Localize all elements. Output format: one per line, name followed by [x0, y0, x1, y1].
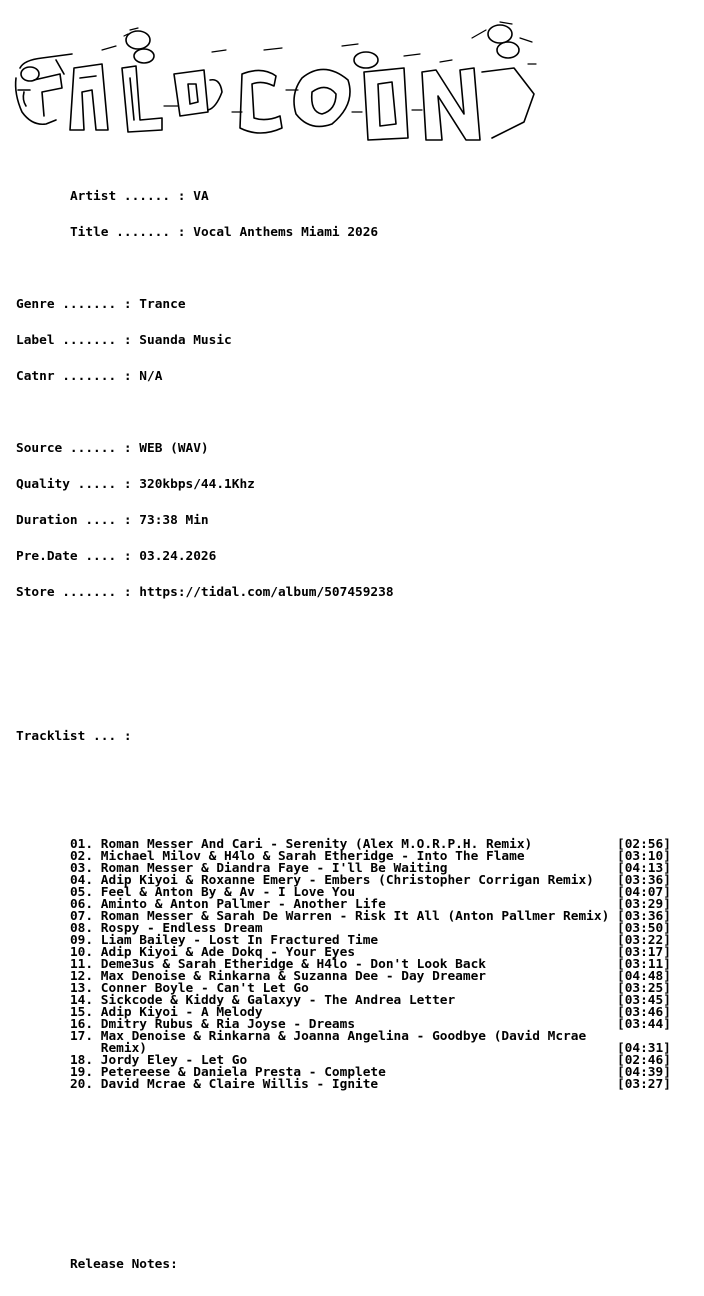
- track-number: 13.: [69, 981, 94, 996]
- tracklist: [16, 839, 671, 1091]
- title-line: [16, 227, 671, 239]
- nfo-text-block: [16, 167, 671, 1295]
- track-title: Dmitry Rubus & Ria Joyse - Dreams: [100, 1017, 356, 1032]
- track-number: 19.: [69, 1065, 94, 1080]
- logo-letter-7: [364, 68, 408, 140]
- store-line: [16, 587, 671, 599]
- catnr-value: N/A: [139, 369, 163, 384]
- track-title-continuation: Remix): [100, 1041, 147, 1056]
- blank-line: [16, 1187, 671, 1199]
- blank-line: [16, 263, 671, 275]
- logo-ticks: [102, 22, 536, 112]
- source-value: WEB (WAV): [139, 441, 209, 456]
- store-link[interactable]: https://tidal.com/album/507459238: [139, 585, 394, 600]
- track-number: 01.: [69, 837, 94, 852]
- tracklist-heading-text: Tracklist ... :: [16, 729, 132, 744]
- track-duration: [03:44]: [616, 1017, 671, 1032]
- blank-line: [16, 1115, 671, 1127]
- track-title: Feel & Anton By & Av - I Love You: [100, 885, 356, 900]
- track-number: 03.: [69, 861, 94, 876]
- track-number: 05.: [69, 885, 94, 900]
- artist-label: Artist ...... :: [69, 189, 186, 204]
- track-duration: [03:50]: [616, 921, 671, 936]
- source-line: [16, 443, 671, 455]
- logo-letter-8: [422, 68, 534, 140]
- title-label: Title ....... :: [69, 225, 186, 240]
- track-title: Conner Boyle - Can't Let Go: [100, 981, 309, 996]
- title-value: Vocal Anthems Miami 2026: [193, 225, 379, 240]
- track-duration: [04:13]: [616, 861, 671, 876]
- logo-letter-4: [174, 70, 222, 116]
- blank-line: [16, 623, 671, 635]
- track-duration: [03:25]: [617, 981, 671, 996]
- track-title: Max Denoise & Rinkarna & Joanna Angelina - Goodbye (David Mcrae: [100, 1029, 587, 1044]
- source-label: Source ...... :: [16, 441, 132, 456]
- track-number: 11.: [69, 957, 94, 972]
- logo-letter-5: [240, 70, 282, 133]
- track-number: 04.: [69, 873, 94, 888]
- track-duration: [03:10]: [616, 849, 671, 864]
- ascii-art-logo: [12, 20, 542, 132]
- track-duration: [03:46]: [616, 1005, 671, 1020]
- label-line: [16, 335, 671, 347]
- blank-line: [16, 767, 671, 779]
- label-label: Label ....... :: [16, 333, 132, 348]
- track-number: 09.: [69, 933, 94, 948]
- track-row: [16, 1079, 671, 1091]
- track-title: Aminto & Anton Pallmer - Another Life: [100, 897, 386, 912]
- track-title: Max Denoise & Rinkarna & Suzanna Dee - Day Dreamer: [100, 969, 487, 984]
- track-duration: [03:36]: [617, 909, 671, 924]
- track-number: 10.: [69, 945, 94, 960]
- blank-line: [16, 1223, 671, 1235]
- track-title: David Mcrae & Claire Willis - Ignite: [100, 1077, 379, 1092]
- quality-label: Quality ..... :: [16, 477, 132, 492]
- logo-letter-3: [122, 66, 162, 132]
- logo-letter-2: [70, 64, 108, 130]
- track-number: 08.: [69, 921, 94, 936]
- track-title: Deme3us & Sarah Etheridge & H4lo - Don't Look Back: [100, 957, 487, 972]
- store-label: Store ....... :: [16, 585, 132, 600]
- duration-label: Duration .... :: [16, 513, 132, 528]
- track-title: Liam Bailey - Lost In Fractured Time: [100, 933, 379, 948]
- track-duration: [03:11]: [617, 957, 671, 972]
- track-number: 15.: [69, 1005, 94, 1020]
- track-duration: [03:45]: [616, 993, 671, 1008]
- track-title: Rospy - Endless Dream: [100, 921, 263, 936]
- track-title: Roman Messer & Sarah De Warren - Risk It All (Anton Pallmer Remix): [100, 909, 610, 924]
- track-duration: [02:56]: [616, 837, 671, 852]
- track-number: 18.: [69, 1053, 94, 1068]
- track-duration: [03:27]: [616, 1077, 671, 1092]
- quality-value: 320kbps/44.1Khz: [139, 477, 255, 492]
- genre-label: Genre ....... :: [16, 297, 132, 312]
- tracklist-heading: [16, 731, 671, 743]
- track-title: Adip Kiyoi & Ade Dokq - Your Eyes: [100, 945, 356, 960]
- genre-line: [16, 299, 671, 311]
- blank-line: [16, 695, 671, 707]
- track-number: 14.: [69, 993, 94, 1008]
- artist-value: VA: [193, 189, 209, 204]
- track-duration: [04:07]: [616, 885, 671, 900]
- track-number: 20.: [69, 1077, 94, 1092]
- track-number: 17.: [69, 1029, 94, 1044]
- blank-line: [16, 803, 671, 815]
- quality-line: [16, 479, 671, 491]
- track-number: 16.: [69, 1017, 94, 1032]
- track-duration: [03:22]: [616, 933, 671, 948]
- track-title: Adip Kiyoi - A Melody: [100, 1005, 263, 1020]
- logo-letter-6: [294, 69, 350, 126]
- catnr-label: Catnr ....... :: [16, 369, 132, 384]
- duration-line: [16, 515, 671, 527]
- track-title: Roman Messer & Diandra Faye - I'll Be Waiting: [100, 861, 448, 876]
- predate-line: [16, 551, 671, 563]
- track-title: Roman Messer And Cari - Serenity (Alex M.O.R.P.H. Remix): [100, 837, 533, 852]
- label-value: Suanda Music: [139, 333, 232, 348]
- catnr-line: [16, 371, 671, 383]
- release-notes-heading: [16, 1259, 671, 1271]
- track-duration: [04:48]: [617, 969, 671, 984]
- predate-label: Pre.Date .... :: [16, 549, 132, 564]
- track-number: 12.: [69, 969, 94, 984]
- duration-value: 73:38 Min: [139, 513, 209, 528]
- track-duration: [03:36]: [617, 873, 671, 888]
- track-duration: [03:29]: [616, 897, 671, 912]
- track-number: 02.: [69, 849, 94, 864]
- release-notes-heading-text: Release Notes:: [69, 1257, 178, 1272]
- track-duration: [04:31]: [616, 1041, 671, 1056]
- blank-line: [16, 659, 671, 671]
- track-title: Jordy Eley - Let Go: [100, 1053, 248, 1068]
- track-title: Sickcode & Kiddy & Galaxyy - The Andrea Letter: [100, 993, 456, 1008]
- predate-value: 03.24.2026: [139, 549, 217, 564]
- track-title: Petereese & Daniela Presta - Complete: [100, 1065, 386, 1080]
- track-title: Michael Milov & H4lo & Sarah Etheridge - Into The Flame: [100, 849, 525, 864]
- track-title: Adip Kiyoi & Roxanne Emery - Embers (Christopher Corrigan Remix): [100, 873, 594, 888]
- genre-value: Trance: [139, 297, 186, 312]
- track-number: 06.: [69, 897, 94, 912]
- artist-line: [16, 191, 671, 203]
- track-duration: [04:39]: [616, 1065, 671, 1080]
- track-duration: [03:17]: [616, 945, 671, 960]
- logo-letter-1: [16, 54, 72, 124]
- blank-line: [16, 1151, 671, 1163]
- blank-line: [16, 407, 671, 419]
- track-number: 07.: [69, 909, 94, 924]
- track-duration: [02:46]: [616, 1053, 671, 1068]
